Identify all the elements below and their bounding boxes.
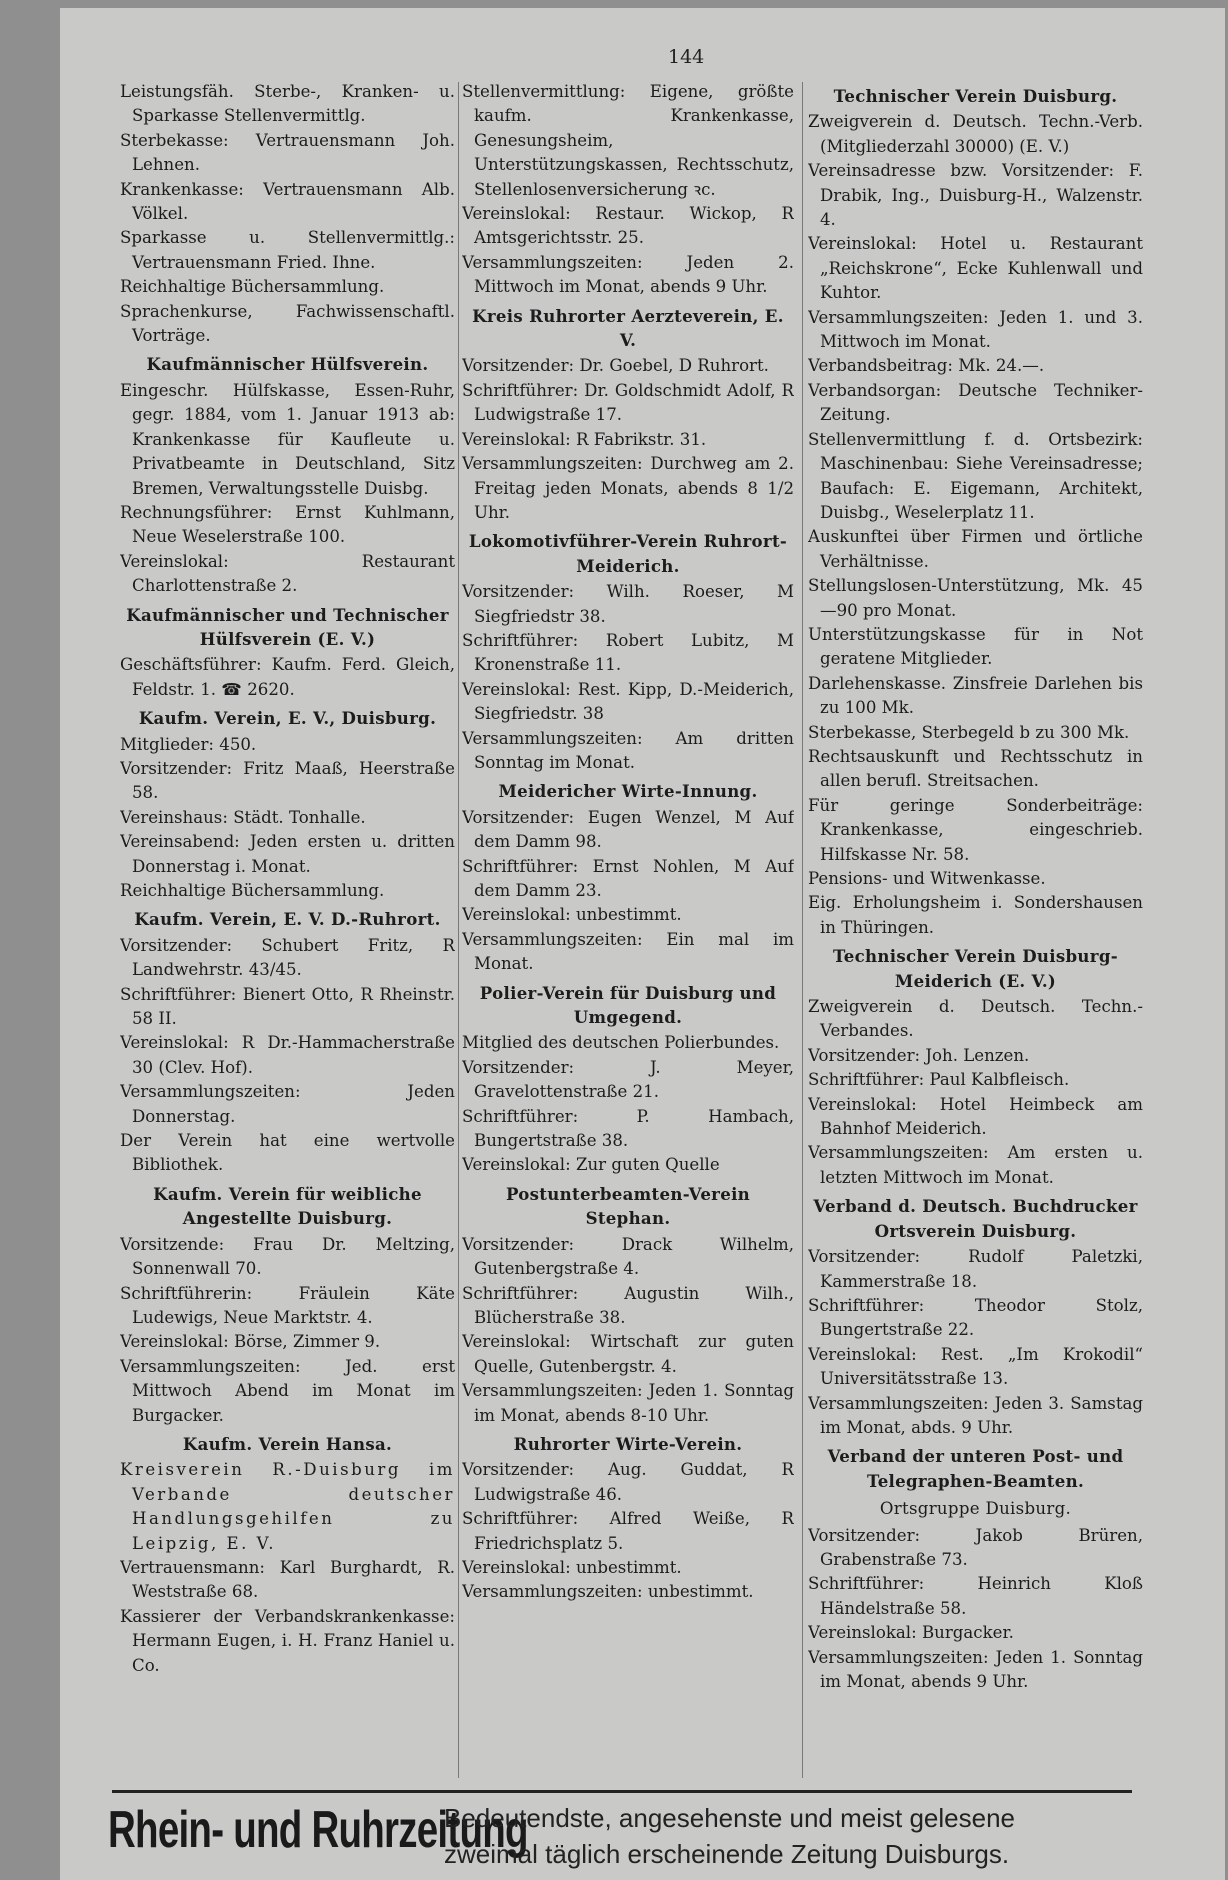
entry-text: Schriftführer: Robert Lubitz, M Kronenstraße 11. [462, 630, 794, 675]
entry-text: Reichhaltige Büchersammlung. [120, 277, 385, 297]
entry-text: Verbandsbeitrag: Mk. 24.—. [808, 356, 1045, 376]
entry-text: Versammlungszeiten: Am ersten u. letzten Mittwoch im Monat. [808, 1143, 1143, 1187]
entry-text: Versammlungszeiten: Am dritten Sonntag im Monat. [462, 728, 794, 772]
entry-text: Mitglied des deutschen Polierbundes. [462, 1033, 780, 1053]
entry-text: Vorsitzender: Schubert Fritz, R Landwehrstr. 43/45. [120, 935, 455, 980]
entry-text: Vorsitzender: Drack Wilhelm, Gutenbergstraße 4. [462, 1234, 794, 1279]
entry-subheading: Ortsgruppe Duisburg. [879, 1499, 1072, 1519]
entry-text: Vereinslokal: unbestimmt. [462, 1557, 682, 1577]
association-heading: Kreis Ruhrorter Aerzteverein, E. V. [472, 305, 784, 351]
entry-text: Mitglieder: 450. [120, 734, 257, 754]
entry-text: Vereinslokal: Hotel u. Restaurant „Reichskrone“, Ecke Kuhlenwall und Kuhtor. [808, 234, 1143, 303]
entry-text: Rechnungsführer: Ernst Kuhlmann, Neue Weselerstraße 100. [120, 502, 455, 547]
advertisement-line: Bedeutendste, angesehenste und meist gelesene [444, 1803, 1015, 1833]
entry-text: Vertrauensmann: Karl Burghardt, R. Weststraße 68. [120, 1557, 455, 1602]
entry-text: Vereinslokal: Rest. Kipp, D.-Meiderich, Siegfriedstr. 38 [462, 679, 794, 724]
entry-text: Vereinslokal: Zur guten Quelle [462, 1155, 720, 1175]
entry-text: Kreisverein R.-Duisburg im Verbande deutscher Handlungsgehilfen zu Leipzig, E. V. [120, 1460, 455, 1553]
entry-text: Vereinslokal: R Fabrikstr. 31. [462, 429, 707, 449]
association-heading: Kaufmännischer und Technischer Hülfsverein (E. V.) [126, 604, 449, 649]
entry-text: Stellenvermittlung: Eigene, größte kaufm. Krankenkasse, Genesungsheim, Unterstützungskassen, Rechtsschutz, Stellenlosenversicherung ꝛc. [462, 82, 794, 199]
association-heading: Verband d. Deutsch. Buchdrucker Ortsverein Duisburg. [813, 1196, 1138, 1241]
entry-text: Vereinslokal: Burgacker. [808, 1623, 1014, 1643]
entry-text: Schriftführerin: Fräulein Käte Ludewigs, Neue Marktstr. 4. [120, 1283, 455, 1327]
entry-text: Leistungsfäh. Sterbe-, Kranken- u. Sparkasse Stellenvermittlg. [120, 82, 455, 126]
entry-text: Reichhaltige Büchersammlung. [120, 881, 385, 900]
association-heading: Meidericher Wirte-Innung. [498, 781, 758, 802]
entry-text: Pensions- und Witwenkasse. [808, 869, 1046, 888]
entry-text: Sterbekasse, Sterbegeld b zu 300 Mk. [808, 722, 1130, 742]
entry-text: Versammlungszeiten: Jeden 1. Sonntag im Monat, abends 8-10 Uhr. [462, 1381, 794, 1425]
entry-text: Vorsitzender: Jakob Brüren, Grabenstraße 73. [808, 1525, 1143, 1569]
entry-text: Versammlungszeiten: Jeden 1. Sonntag im Monat, abends 9 Uhr. [808, 1647, 1143, 1691]
entry-text: Schriftführer: Dr. Goldschmidt Adolf, R Ludwigstraße 17. [462, 380, 794, 425]
entry-text: Zweigverein d. Deutsch. Techn.-Verb. (Mitgliederzahl 30000) (E. V.) [808, 112, 1143, 156]
entry-text: Sterbekasse: Vertrauensmann Joh. Lehnen. [120, 130, 455, 175]
entry-text: Für geringe Sonderbeiträge: Krankenkasse, eingeschrieb. Hilfskasse Nr. 58. [808, 795, 1143, 864]
entry-text: Darlehenskasse. Zinsfreie Darlehen bis zu 100 Mk. [808, 673, 1143, 718]
entry-text: Versammlungszeiten: Ein mal im Monat. [462, 929, 794, 974]
entry-text: Eig. Erholungsheim i. Sondershausen in Thüringen. [808, 893, 1143, 937]
entry-text: Vorsitzender: Fritz Maaß, Heerstraße 58. [120, 758, 455, 803]
association-heading: Postunterbeamten-Verein Stephan. [505, 1183, 751, 1229]
entry-text: Vereinsabend: Jeden ersten u. dritten Donnerstag i. Monat. [120, 832, 455, 876]
entry-text: Sprachenkurse, Fachwissenschaftl. Vorträge. [120, 301, 455, 346]
column-middle [462, 80, 794, 1780]
column-right [808, 80, 1143, 1780]
entry-text: Vereinslokal: Hotel Heimbeck am Bahnhof Meiderich. [808, 1094, 1143, 1139]
advertisement-line: zweimal täglich erscheinende Zeitung Duisburgs. [444, 1839, 1010, 1869]
entry-text: Versammlungszeiten: Jeden 3. Samstag im Monat, abds. 9 Uhr. [808, 1393, 1143, 1437]
entry-text: Auskunftei über Firmen und örtliche Verhältnisse. [808, 527, 1143, 571]
entry-text: Versammlungszeiten: Jeden 2. Mittwoch im Monat, abends 9 Uhr. [462, 252, 794, 297]
entry-text: Stellenvermittlung f. d. Ortsbezirk: Maschinenbau: Siehe Vereinsadresse; Baufach: E. Eigemann, Architekt, Duisbg., Weselerplatz 11. [808, 429, 1143, 522]
entry-text: Vorsitzender: Aug. Guddat, R Ludwigstraße 46. [462, 1460, 794, 1504]
entry-text: Schriftführer: P. Hambach, Bungertstraße 38. [462, 1106, 794, 1151]
entry-text: Schriftführer: Paul Kalbfleisch. [808, 1070, 1070, 1090]
entry-text: Vereinslokal: Wirtschaft zur guten Quelle, Gutenbergstr. 4. [462, 1332, 794, 1376]
entry-text: Versammlungszeiten: unbestimmt. [462, 1582, 754, 1602]
column-rule [458, 82, 459, 1778]
entry-text: Versammlungszeiten: Jed. erst Mittwoch Abend im Monat im Burgacker. [120, 1356, 455, 1425]
association-heading: Kaufm. Verein Hansa. [182, 1433, 393, 1454]
column-rule [802, 82, 803, 1778]
entry-text: Vorsitzender: Joh. Lenzen. [808, 1045, 1030, 1065]
association-heading: Kaufm. Verein, E. V. D.-Ruhrort. [134, 909, 441, 930]
association-heading: Kaufm. Verein für weibliche Angestellte Duisburg. [153, 1183, 422, 1229]
entry-text: Vorsitzender: Rudolf Paletzki, Kammerstraße 18. [808, 1247, 1143, 1291]
advertisement-title: Rhein- und Ruhrzeitung [108, 1801, 528, 1859]
entry-text: Stellungslosen-Unterstützung, Mk. 45—90 pro Monat. [808, 576, 1143, 620]
entry-text: Schriftführer: Theodor Stolz, Bungertstraße 22. [808, 1295, 1143, 1340]
entry-text: Eingeschr. Hülfskasse, Essen-Ruhr, gegr. 1884, vom 1. Januar 1913 ab: Krankenkasse für Kaufleute u. Privatbeamte in Deutschland, Sitz Bremen, Verwaltungsstelle Duisbg. [120, 380, 455, 498]
association-heading: Kaufmännischer Hülfsverein. [146, 354, 429, 375]
entry-text: Vereinslokal: Rest. „Im Krokodil“ Universitätsstraße 13. [808, 1344, 1143, 1389]
entry-text: Verbandsorgan: Deutsche Techniker-Zeitung. [808, 380, 1143, 425]
entry-text: Geschäftsführer: Kaufm. Ferd. Gleich, Feldstr. 1. ☎ 2620. [120, 655, 455, 699]
entry-text: Krankenkasse: Vertrauensmann Alb. Völkel. [120, 179, 455, 224]
entry-text: Versammlungszeiten: Durchweg am 2. Freitag jeden Monats, abends 8 1/2 Uhr. [462, 454, 794, 522]
entry-text: Der Verein hat eine wertvolle Bibliothek. [120, 1131, 455, 1175]
page-number: 144 [668, 46, 705, 68]
entry-text: Kassierer der Verbandskrankenkasse: Hermann Eugen, i. H. Franz Haniel u. Co. [120, 1606, 455, 1675]
entry-text: Vorsitzender: Dr. Goebel, D Ruhrort. [462, 356, 769, 376]
entry-text: Vereinsadresse bzw. Vorsitzender: F. Drabik, Ing., Duisburg-H., Walzenstr. 4. [808, 161, 1143, 230]
footer-divider [112, 1790, 1132, 1793]
association-heading: Polier-Verein für Duisburg und Umgegend. [479, 982, 777, 1028]
association-heading: Ruhrorter Wirte-Verein. [513, 1433, 743, 1454]
entry-text: Zweigverein d. Deutsch. Techn.-Verbandes. [808, 997, 1143, 1041]
association-heading: Lokomotivführer-Verein Ruhrort-Meiderich. [468, 531, 788, 576]
entry-text: Vorsitzender: Wilh. Roeser, M Siegfriedstr 38. [462, 582, 794, 626]
entry-text: Versammlungszeiten: Jeden Donnerstag. [120, 1082, 455, 1126]
entry-text: Vereinslokal: unbestimmt. [462, 905, 682, 925]
entry-text: Vereinslokal: R Dr.-Hammacherstraße 30 (Clev. Hof). [120, 1033, 455, 1077]
entry-text: Schriftführer: Ernst Nohlen, M Auf dem Damm 23. [462, 856, 794, 900]
column-left [120, 80, 455, 1780]
entry-text: Vereinshaus: Städt. Tonhalle. [120, 807, 366, 827]
association-heading: Technischer Verein Duisburg-Meiderich (E. V.) [833, 946, 1118, 991]
entry-text: Unterstützungskasse für in Not geratene Mitglieder. [808, 624, 1143, 669]
association-heading: Kaufm. Verein, E. V., Duisburg. [138, 708, 437, 729]
association-heading: Technischer Verein Duisburg. [833, 86, 1118, 106]
entry-text: Vorsitzende: Frau Dr. Meltzing, Sonnenwall 70. [120, 1234, 455, 1279]
entry-text: Versammlungszeiten: Jeden 1. und 3. Mittwoch im Monat. [808, 307, 1143, 352]
entry-text: Vereinslokal: Restaurant Charlottenstraße 2. [120, 551, 455, 596]
entry-text: Schriftführer: Augustin Wilh., Blücherstraße 38. [462, 1283, 794, 1327]
entry-text: Vereinslokal: Börse, Zimmer 9. [120, 1332, 381, 1352]
entry-text: Vorsitzender: Eugen Wenzel, M Auf dem Damm 98. [462, 807, 794, 852]
entry-text: Rechtsauskunft und Rechtsschutz in allen berufl. Streitsachen. [808, 746, 1143, 791]
association-heading: Verband der unteren Post- und Telegraphen-Beamten. [827, 1446, 1124, 1491]
entry-text: Schriftführer: Bienert Otto, R Rheinstr. 58 II. [120, 984, 455, 1029]
entry-text: Schriftführer: Alfred Weiße, R Friedrichsplatz 5. [462, 1509, 794, 1553]
entry-text: Sparkasse u. Stellenvermittlg.: Vertrauensmann Fried. Ihne. [120, 228, 455, 272]
entry-text: Schriftführer: Heinrich Kloß Händelstraße 58. [808, 1574, 1143, 1618]
entry-text: Vorsitzender: J. Meyer, Gravelottenstraße 21. [462, 1057, 794, 1102]
entry-text: Vereinslokal: Restaur. Wickop, R Amtsgerichtsstr. 25. [462, 204, 794, 248]
